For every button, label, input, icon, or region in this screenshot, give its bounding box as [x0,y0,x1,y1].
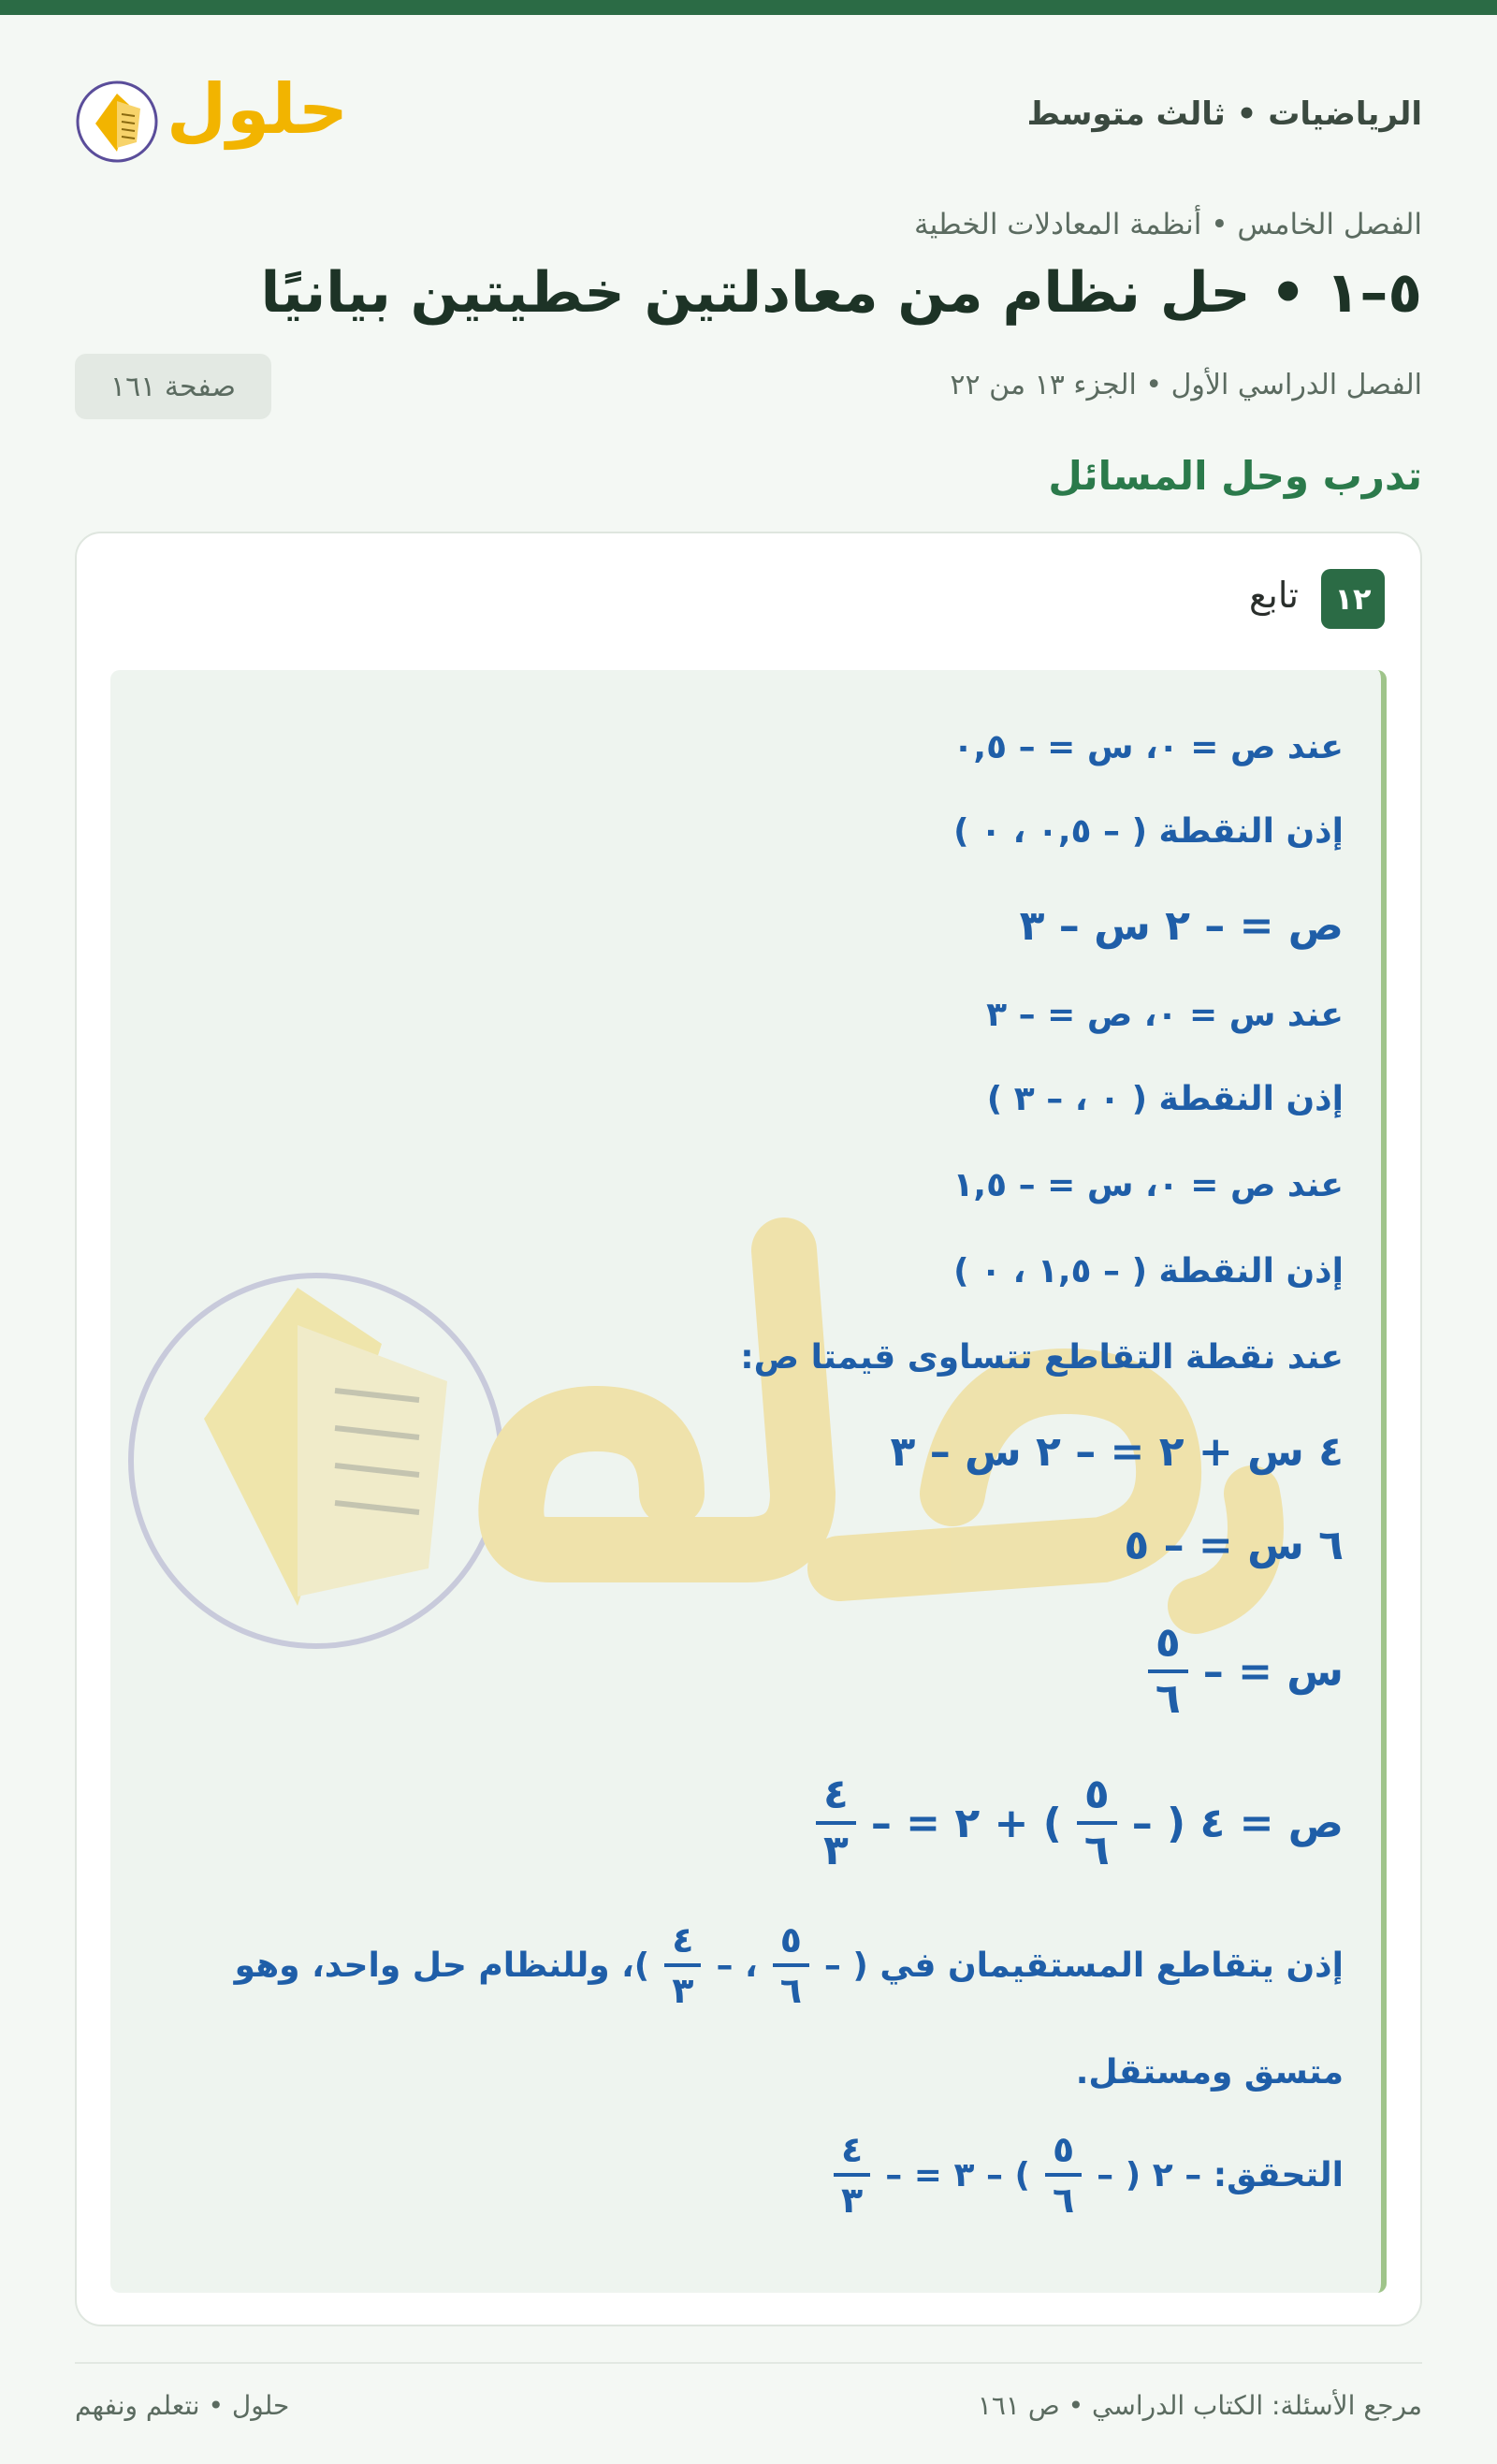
frac-denominator: ٣ [822,1827,849,1874]
line-15-text-b: ) – ٣ = – [885,2155,1030,2194]
fraction-5-6 [1148,1619,1188,1723]
fraction-4-3 [834,2129,870,2221]
frac-denominator: ٣ [841,2180,864,2221]
line-11-text: س = – [1202,1647,1344,1696]
fraction-5-6 [773,1919,809,2011]
frac-numerator: ٥ [773,1922,809,1967]
line-13-text-a: إذن يتقاطع المستقيمان في ( – [823,1946,1344,1985]
solution-line-4: عند س = ٠، ص = – ٣ [986,996,1344,1034]
question-card [75,532,1422,2326]
frac-denominator: ٦ [1052,2180,1075,2221]
frac-denominator: ٦ [779,1970,802,2011]
solution-line-15 [828,2129,1344,2221]
page-title: ٥–١ • حل نظام من معادلتين خطيتين بيانيًا [260,260,1422,326]
breadcrumb[interactable]: الفصل الخامس • أنظمة المعادلات الخطية [913,208,1422,241]
line-15-text-a: التحقق: – ٢ ( – [1097,2155,1344,2194]
footer-brand[interactable]: حلول • نتعلم ونفهم [75,2390,290,2421]
page-badge: صفحة ١٦١ [75,354,271,419]
line-13-text-c: )، وللنظام حل واحد، وهو [234,1946,650,1985]
solution-line-11 [1142,1619,1344,1723]
frac-denominator: ٦ [1155,1675,1181,1723]
solution-line-12 [810,1771,1344,1874]
logo-text: حلول [167,69,349,150]
solution-line-6: عند ص = ٠، س = – ١,٥ [952,1166,1344,1204]
solution-line-8: عند نقطة التقاطع تتساوى قيمتا ص: [740,1338,1344,1377]
line-12-text-b: ) + ٢ = – [870,1799,1062,1847]
solution-line-9: ٤ س + ٢ = – ٢ س – ٣ [890,1428,1344,1476]
solution-line-7: إذن النقطة ( – ١,٥ ، ٠ ) [953,1252,1344,1290]
solution-line-14: متسق ومستقل. [1075,2053,1344,2092]
question-label: تابع [1249,575,1299,616]
frac-numerator: ٤ [664,1922,701,1967]
solution-line-5: إذن النقطة ( ٠ ، – ٣ ) [986,1080,1344,1118]
line-13-text-b: ، – [716,1946,758,1985]
top-accent-bar [0,0,1497,15]
footer-reference: مرجع الأسئلة: الكتاب الدراسي • ص ١٦١ [977,2390,1422,2421]
line-12-text-a: ص = ٤ ( – [1131,1799,1344,1847]
section-title: تدرب وحل المسائل [1048,453,1422,499]
fraction-5-6 [1045,2129,1082,2221]
solution-box [110,670,1387,2293]
solution-line-2: إذن النقطة ( – ٠,٥ ، ٠ ) [953,812,1344,851]
frac-numerator: ٥ [1148,1623,1188,1673]
subject-label: الرياضيات • ثالث متوسط [1026,95,1422,133]
solution-line-13 [234,1919,1344,2011]
page-header [75,66,1422,178]
solution-line-1: عند ص = ٠، س = – ٠,٥ [952,728,1344,766]
fraction-4-3 [816,1771,856,1874]
solution-line-3: ص = – ٢ س – ٣ [1019,902,1344,950]
frac-numerator: ٤ [834,2132,870,2177]
frac-numerator: ٥ [1045,2132,1082,2177]
lesson-meta: الفصل الدراسي الأول • الجزء ١٣ من ٢٢ [950,369,1422,401]
fraction-5-6 [1077,1771,1117,1874]
frac-numerator: ٤ [816,1774,856,1825]
question-number-badge: ١٢ [1321,569,1385,629]
fraction-4-3 [664,1919,701,2011]
solution-line-10: ٦ س = – ٥ [1124,1522,1344,1569]
frac-denominator: ٦ [1083,1827,1110,1874]
frac-denominator: ٣ [672,1970,694,2011]
footer-divider [75,2362,1422,2364]
frac-numerator: ٥ [1077,1774,1117,1825]
brand-logo[interactable] [75,66,356,178]
